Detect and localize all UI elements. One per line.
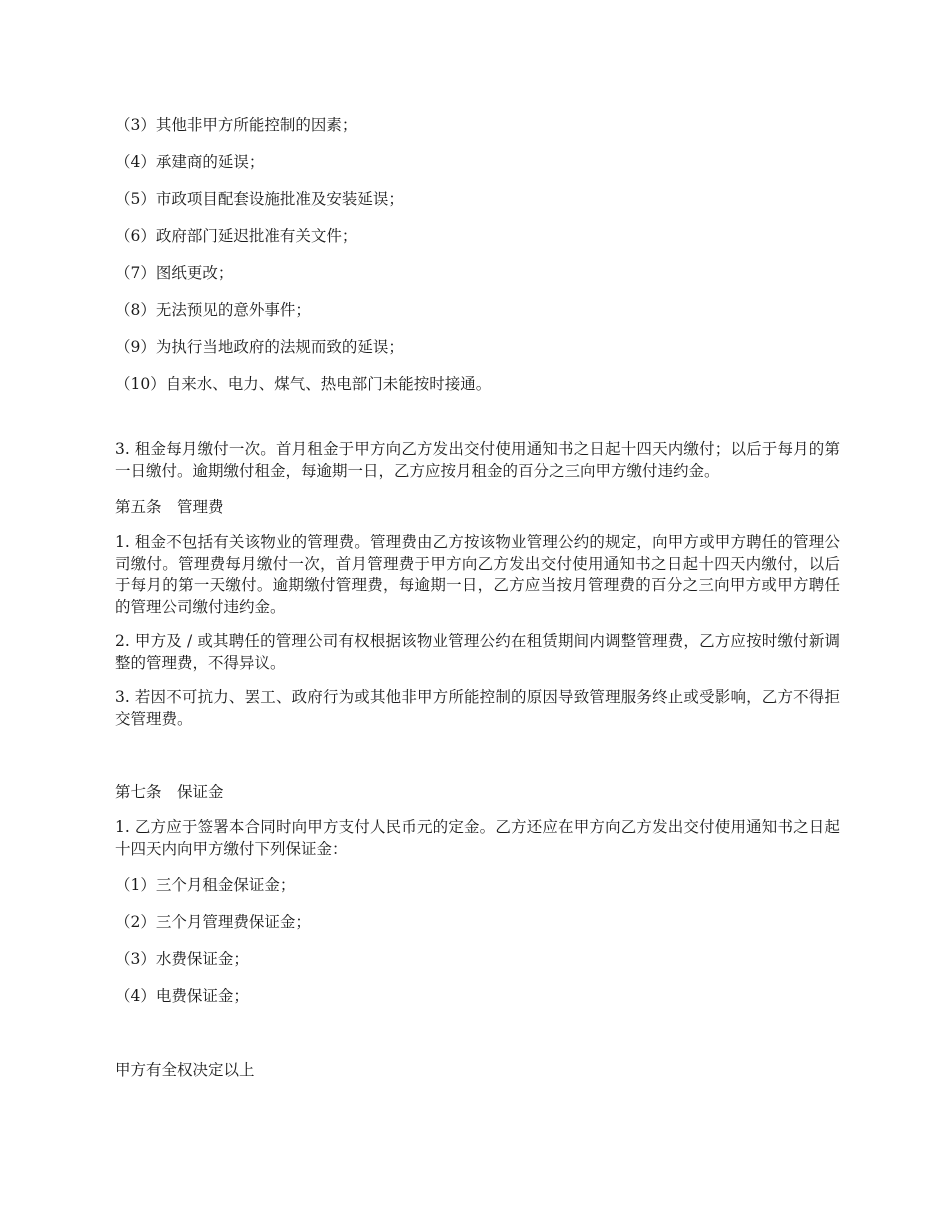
list-item: （10）自来水、电力、煤气、热电部门未能按时接通。 <box>115 375 492 393</box>
spacer <box>115 743 840 780</box>
article-7-heading: 第七条 保证金 <box>115 783 224 801</box>
list-item: （5）市政项目配套设施批准及安装延误； <box>115 190 404 208</box>
spacer <box>115 409 840 439</box>
list-item: （3）水费保证金； <box>115 950 249 968</box>
list-item: （6）政府部门延迟批准有关文件； <box>115 227 358 245</box>
deposit-list <box>115 873 840 1008</box>
list-item: （4）承建商的延误； <box>115 153 265 171</box>
rent-payment-clause: 3. 租金每月缴付一次。首月租金于甲方向乙方发出交付使用通知书之日起十四天内缴付；以后于每月的第一日缴付。逾期缴付租金，每逾期一日，乙方应按月租金的百分之三向甲方缴付违约金。 <box>115 440 840 480</box>
list-item: （4）电费保证金； <box>115 987 249 1005</box>
article-5-clause-1: 1. 租金不包括有关该物业的管理费。管理费由乙方按该物业管理公约的规定，向甲方或甲方聘任的管理公司缴付。管理费每月缴付一次，首月管理费于甲方向乙方发出交付使用通知书之日起十四天内缴付，以后于每月的第一天缴付。逾期缴付管理费，每逾期一日，乙方应当按月管理费的百分之三向甲方或甲方聘任的管理公司缴付违约金。 <box>115 533 840 616</box>
list-item: （9）为执行当地政府的法规而致的延误； <box>115 338 404 356</box>
list-item: （7）图纸更改； <box>115 264 234 282</box>
article-5-clause-2: 2. 甲方及 / 或其聘任的管理公司有权根据该物业管理公约在租赁期间内调整管理费，乙方应按时缴付新调整的管理费，不得异议。 <box>115 632 840 672</box>
spacer <box>115 1021 840 1058</box>
article-5-clause-3: 3. 若因不可抗力、罢工、政府行为或其他非甲方所能控制的原因导致管理服务终止或受影响，乙方不得拒交管理费。 <box>115 688 840 728</box>
article-5-heading: 第五条 管理费 <box>115 498 224 516</box>
delay-causes-list <box>115 113 840 396</box>
closing-text: 甲方有全权决定以上 <box>115 1061 255 1079</box>
list-item: （3）其他非甲方所能控制的因素； <box>115 116 358 134</box>
list-item: （2）三个月管理费保证金； <box>115 913 311 931</box>
list-item: （8）无法预见的意外事件； <box>115 301 311 319</box>
list-item: （1）三个月租金保证金； <box>115 876 296 894</box>
article-7-clause-1: 1. 乙方应于签署本合同时向甲方支付人民币元的定金。乙方还应在甲方向乙方发出交付使用通知书之日起十四天内向甲方缴付下列保证金： <box>115 818 840 858</box>
